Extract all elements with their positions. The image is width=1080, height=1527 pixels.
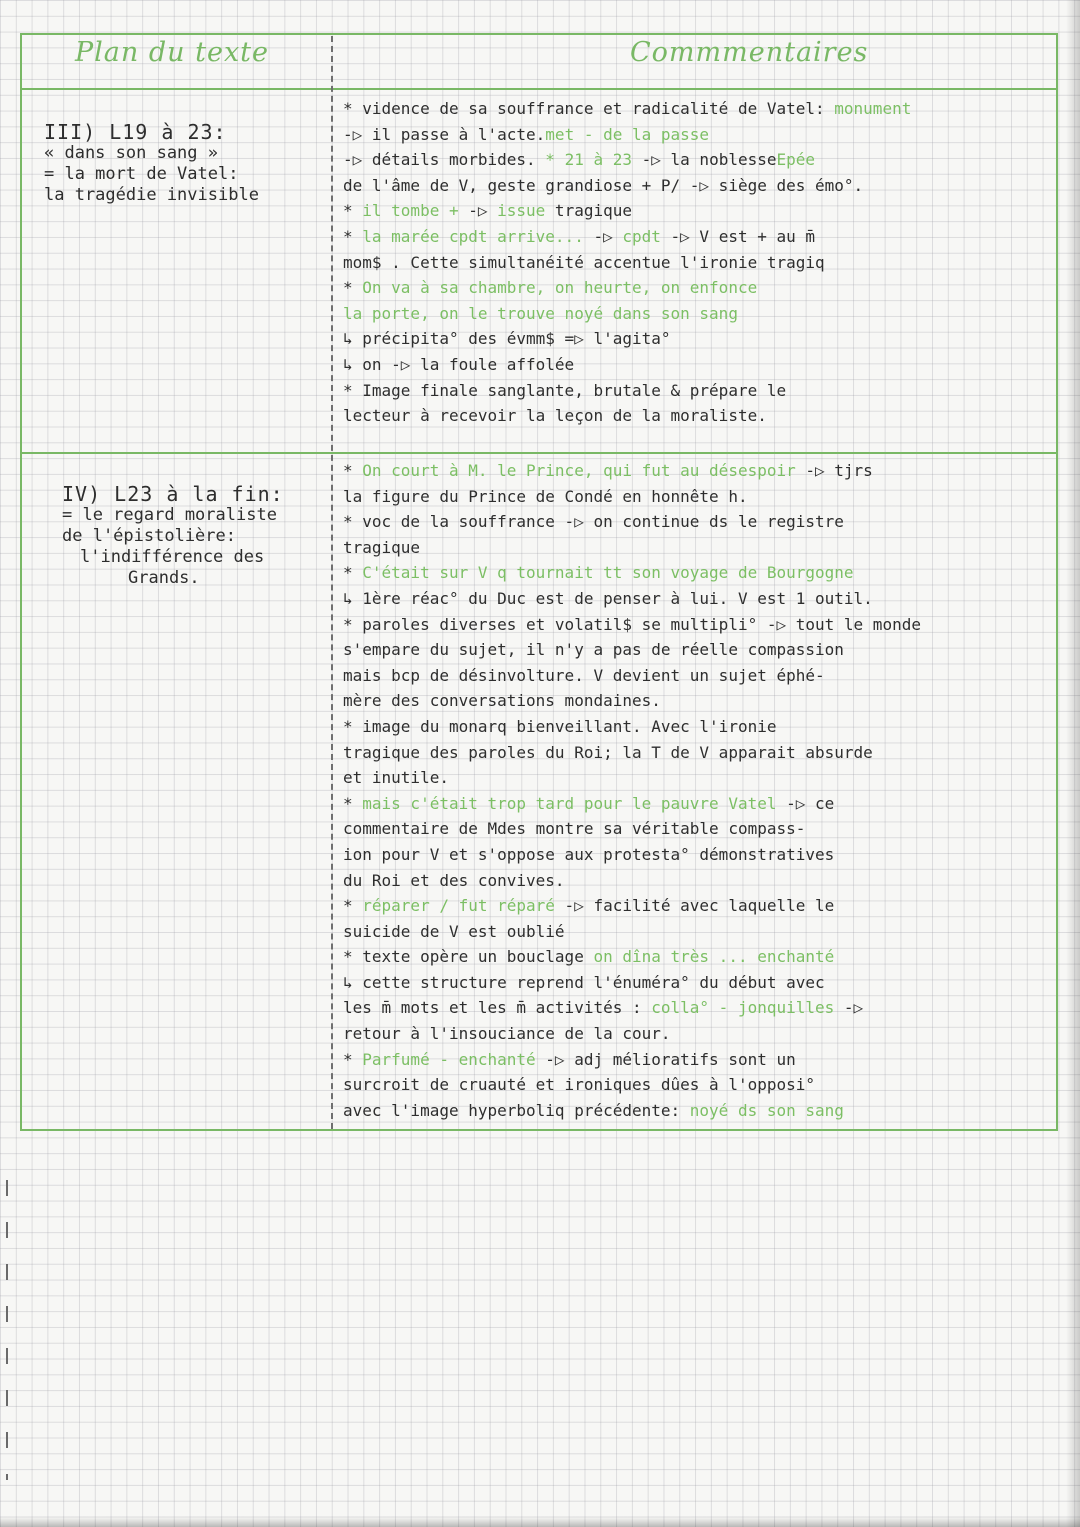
comment-line	[343, 944, 1041, 970]
section-4-line: l'indifférence des	[80, 547, 265, 567]
comment-line	[343, 275, 1041, 301]
section-3-comments	[343, 96, 1041, 429]
section-4-heading: IV) L23 à la fin:	[62, 482, 284, 506]
comment-text: avec l'image hyperboliq précédente:	[343, 1100, 690, 1120]
comment-text: ↳ on -▷ la foule affolée	[343, 354, 575, 374]
section-4-comments	[343, 458, 1041, 1123]
comment-text: *	[343, 278, 363, 298]
comment-line	[343, 995, 1041, 1021]
comment-line	[343, 535, 1041, 561]
comment-text: tragique	[343, 537, 421, 557]
comment-text: *	[343, 226, 363, 246]
comment-text: ion pour V et s'oppose aux protesta° démonstratives	[343, 844, 835, 864]
section-3-heading: III) L19 à 23:	[44, 120, 227, 144]
comment-line	[343, 740, 1041, 766]
comment-text: du Roi et des convives.	[343, 870, 565, 890]
quoted-text: il tombe +	[362, 201, 459, 221]
quoted-text: Parfumé - enchanté	[362, 1049, 536, 1069]
comment-text: la figure du Prince de Condé en honnête h.	[343, 486, 748, 506]
comment-line	[343, 147, 1041, 173]
quoted-text: * 21 à 23	[545, 150, 632, 170]
comment-line	[343, 688, 1041, 714]
comment-line	[343, 458, 1041, 484]
comment-line	[343, 714, 1041, 740]
comment-line	[343, 1098, 1041, 1124]
section-4-line: de l'épistolière:	[62, 526, 236, 546]
comment-line	[343, 198, 1041, 224]
comment-text: -▷ ce	[776, 793, 835, 813]
comment-line	[343, 122, 1041, 148]
comment-line	[343, 586, 1041, 612]
comment-text: -▷	[458, 201, 498, 221]
quoted-text: monument	[824, 99, 912, 118]
comment-line	[343, 791, 1041, 817]
comment-text: suicide de V est oublié	[343, 921, 565, 941]
comment-line	[343, 612, 1041, 638]
comment-line	[343, 378, 1041, 404]
comment-line	[343, 509, 1041, 535]
comment-line	[343, 403, 1041, 429]
comment-text: ↳ précipita° des évmm$ =▷ l'agita°	[343, 329, 671, 349]
comment-line	[343, 1047, 1041, 1073]
comment-text: -▷ détails morbides.	[343, 150, 546, 170]
section-4-line: Grands.	[128, 568, 200, 588]
quoted-text: la marée cpdt arrive...	[362, 226, 584, 246]
quoted-text: On va à sa chambre, on heurte, on enfonce	[362, 278, 758, 298]
comment-text: *	[343, 896, 363, 916]
comment-text: les m̄ mots et les m̄ activités :	[343, 998, 652, 1018]
column-divider	[331, 36, 333, 1129]
section-4-line: = le regard moraliste	[62, 505, 277, 525]
section-3-line: « dans son sang »	[44, 143, 218, 163]
comment-text: * Image finale sanglante, brutale & prépare le	[343, 380, 787, 400]
quoted-text: noyé ds son sang	[689, 1100, 844, 1120]
comment-text: * voc de la souffrance -▷ on continue ds le registre	[343, 512, 844, 532]
comment-text: * vidence de sa souffrance et radicalité de Vatel:	[343, 99, 825, 118]
comment-line	[343, 1021, 1041, 1047]
comment-line	[343, 637, 1041, 663]
comment-line	[343, 224, 1041, 250]
comment-line	[343, 919, 1041, 945]
page-shadow-bottom	[0, 1517, 1080, 1527]
comment-text: ↳ cette structure reprend l'énuméra° du début avec	[343, 972, 825, 992]
comment-text: *	[343, 1049, 363, 1069]
comment-line	[343, 765, 1041, 791]
header-right-title: Commmentaires	[630, 37, 869, 68]
section-3-line: la tragédie invisible	[44, 185, 259, 205]
comment-text: -▷ il passe à l'acte.	[343, 124, 546, 144]
comment-text: ↳ 1ère réac° du Duc est de penser à lui. V est 1 outil.	[343, 588, 873, 608]
comment-line	[343, 352, 1041, 378]
comment-text: -▷ tjrs	[795, 461, 873, 480]
comment-line	[343, 970, 1041, 996]
comment-line	[343, 893, 1041, 919]
comment-text: mère des conversations mondaines.	[343, 691, 661, 711]
comment-text: *	[343, 461, 363, 480]
comment-text: * texte opère un bouclage	[343, 947, 594, 967]
comment-text: *	[343, 201, 363, 221]
quoted-text: cpdt	[622, 226, 661, 246]
comment-text: mom$ . Cette simultanéité accentue l'ironie tragiq	[343, 252, 825, 272]
comment-line	[343, 1072, 1041, 1098]
section-3-line: = la mort de Vatel:	[44, 164, 239, 184]
comment-text: -▷ adj mélioratifs sont un	[535, 1049, 796, 1069]
quoted-text: met - de la passe	[545, 124, 710, 144]
comment-text: *	[343, 793, 363, 813]
quoted-text: On court à M. le Prince, qui fut au désespoir	[362, 461, 796, 480]
margin-tick-marks	[6, 1180, 8, 1480]
comment-text: tragique	[545, 201, 632, 221]
comment-text: commentaire de Mdes montre sa véritable compass-	[343, 819, 806, 839]
comment-text: -▷ V est + au m̄	[660, 226, 816, 246]
header-left-title: Plan du texte	[75, 37, 270, 68]
comment-text: surcroit de cruauté et ironiques dûes à l'opposi°	[343, 1075, 816, 1095]
quoted-text: mais c'était trop tard pour le pauvre Vatel	[362, 793, 777, 813]
comment-text: * paroles diverses et volatil$ se multipli° -▷ tout le monde	[343, 614, 921, 634]
comment-line	[343, 663, 1041, 689]
page-shadow-right	[1066, 0, 1080, 1527]
comment-line	[343, 484, 1041, 510]
comment-text: *	[343, 563, 363, 583]
comment-text: mais bcp de désinvolture. V devient un sujet éphé-	[343, 665, 825, 685]
comment-line	[343, 96, 1041, 122]
comment-text: -▷	[834, 998, 864, 1018]
comment-line	[343, 560, 1041, 586]
quoted-text: réparer / fut réparé	[362, 896, 555, 916]
section-4-plan	[62, 484, 284, 589]
quoted-text: la porte, on le trouve noyé dans son sang	[343, 303, 738, 323]
header-divider	[20, 88, 1058, 90]
quoted-text: Epée	[776, 150, 816, 170]
comment-line	[343, 842, 1041, 868]
comment-line	[343, 250, 1041, 276]
comment-text: tragique des paroles du Roi; la T de V apparait absurde	[343, 742, 873, 762]
comment-text: -▷ facilité avec laquelle le	[554, 896, 835, 916]
comment-text: lecteur à recevoir la leçon de la moraliste.	[343, 406, 767, 426]
quoted-text: colla° - jonquilles	[651, 998, 835, 1018]
quoted-text: C'était sur V q tournait tt son voyage de Bourgogne	[362, 563, 854, 583]
comment-line	[343, 301, 1041, 327]
comment-text: retour à l'insouciance de la cour.	[343, 1024, 671, 1044]
comment-text: de l'âme de V, geste grandiose + P/ -▷ siège des émo°.	[343, 175, 864, 195]
section-3-plan	[44, 122, 259, 206]
comment-line	[343, 326, 1041, 352]
comment-line	[343, 816, 1041, 842]
quoted-text: issue	[497, 201, 546, 221]
comment-text: * image du monarq bienveillant. Avec l'ironie	[343, 716, 777, 736]
comment-line	[343, 868, 1041, 894]
comment-text: -▷ la noblesse	[632, 150, 777, 170]
quoted-text: on dîna très ... enchanté	[593, 947, 835, 967]
comment-text: -▷	[583, 226, 623, 246]
comment-line	[343, 173, 1041, 199]
comment-text: et inutile.	[343, 768, 449, 788]
section-divider	[20, 452, 1058, 454]
comment-text: s'empare du sujet, il n'y a pas de réelle compassion	[343, 640, 844, 660]
